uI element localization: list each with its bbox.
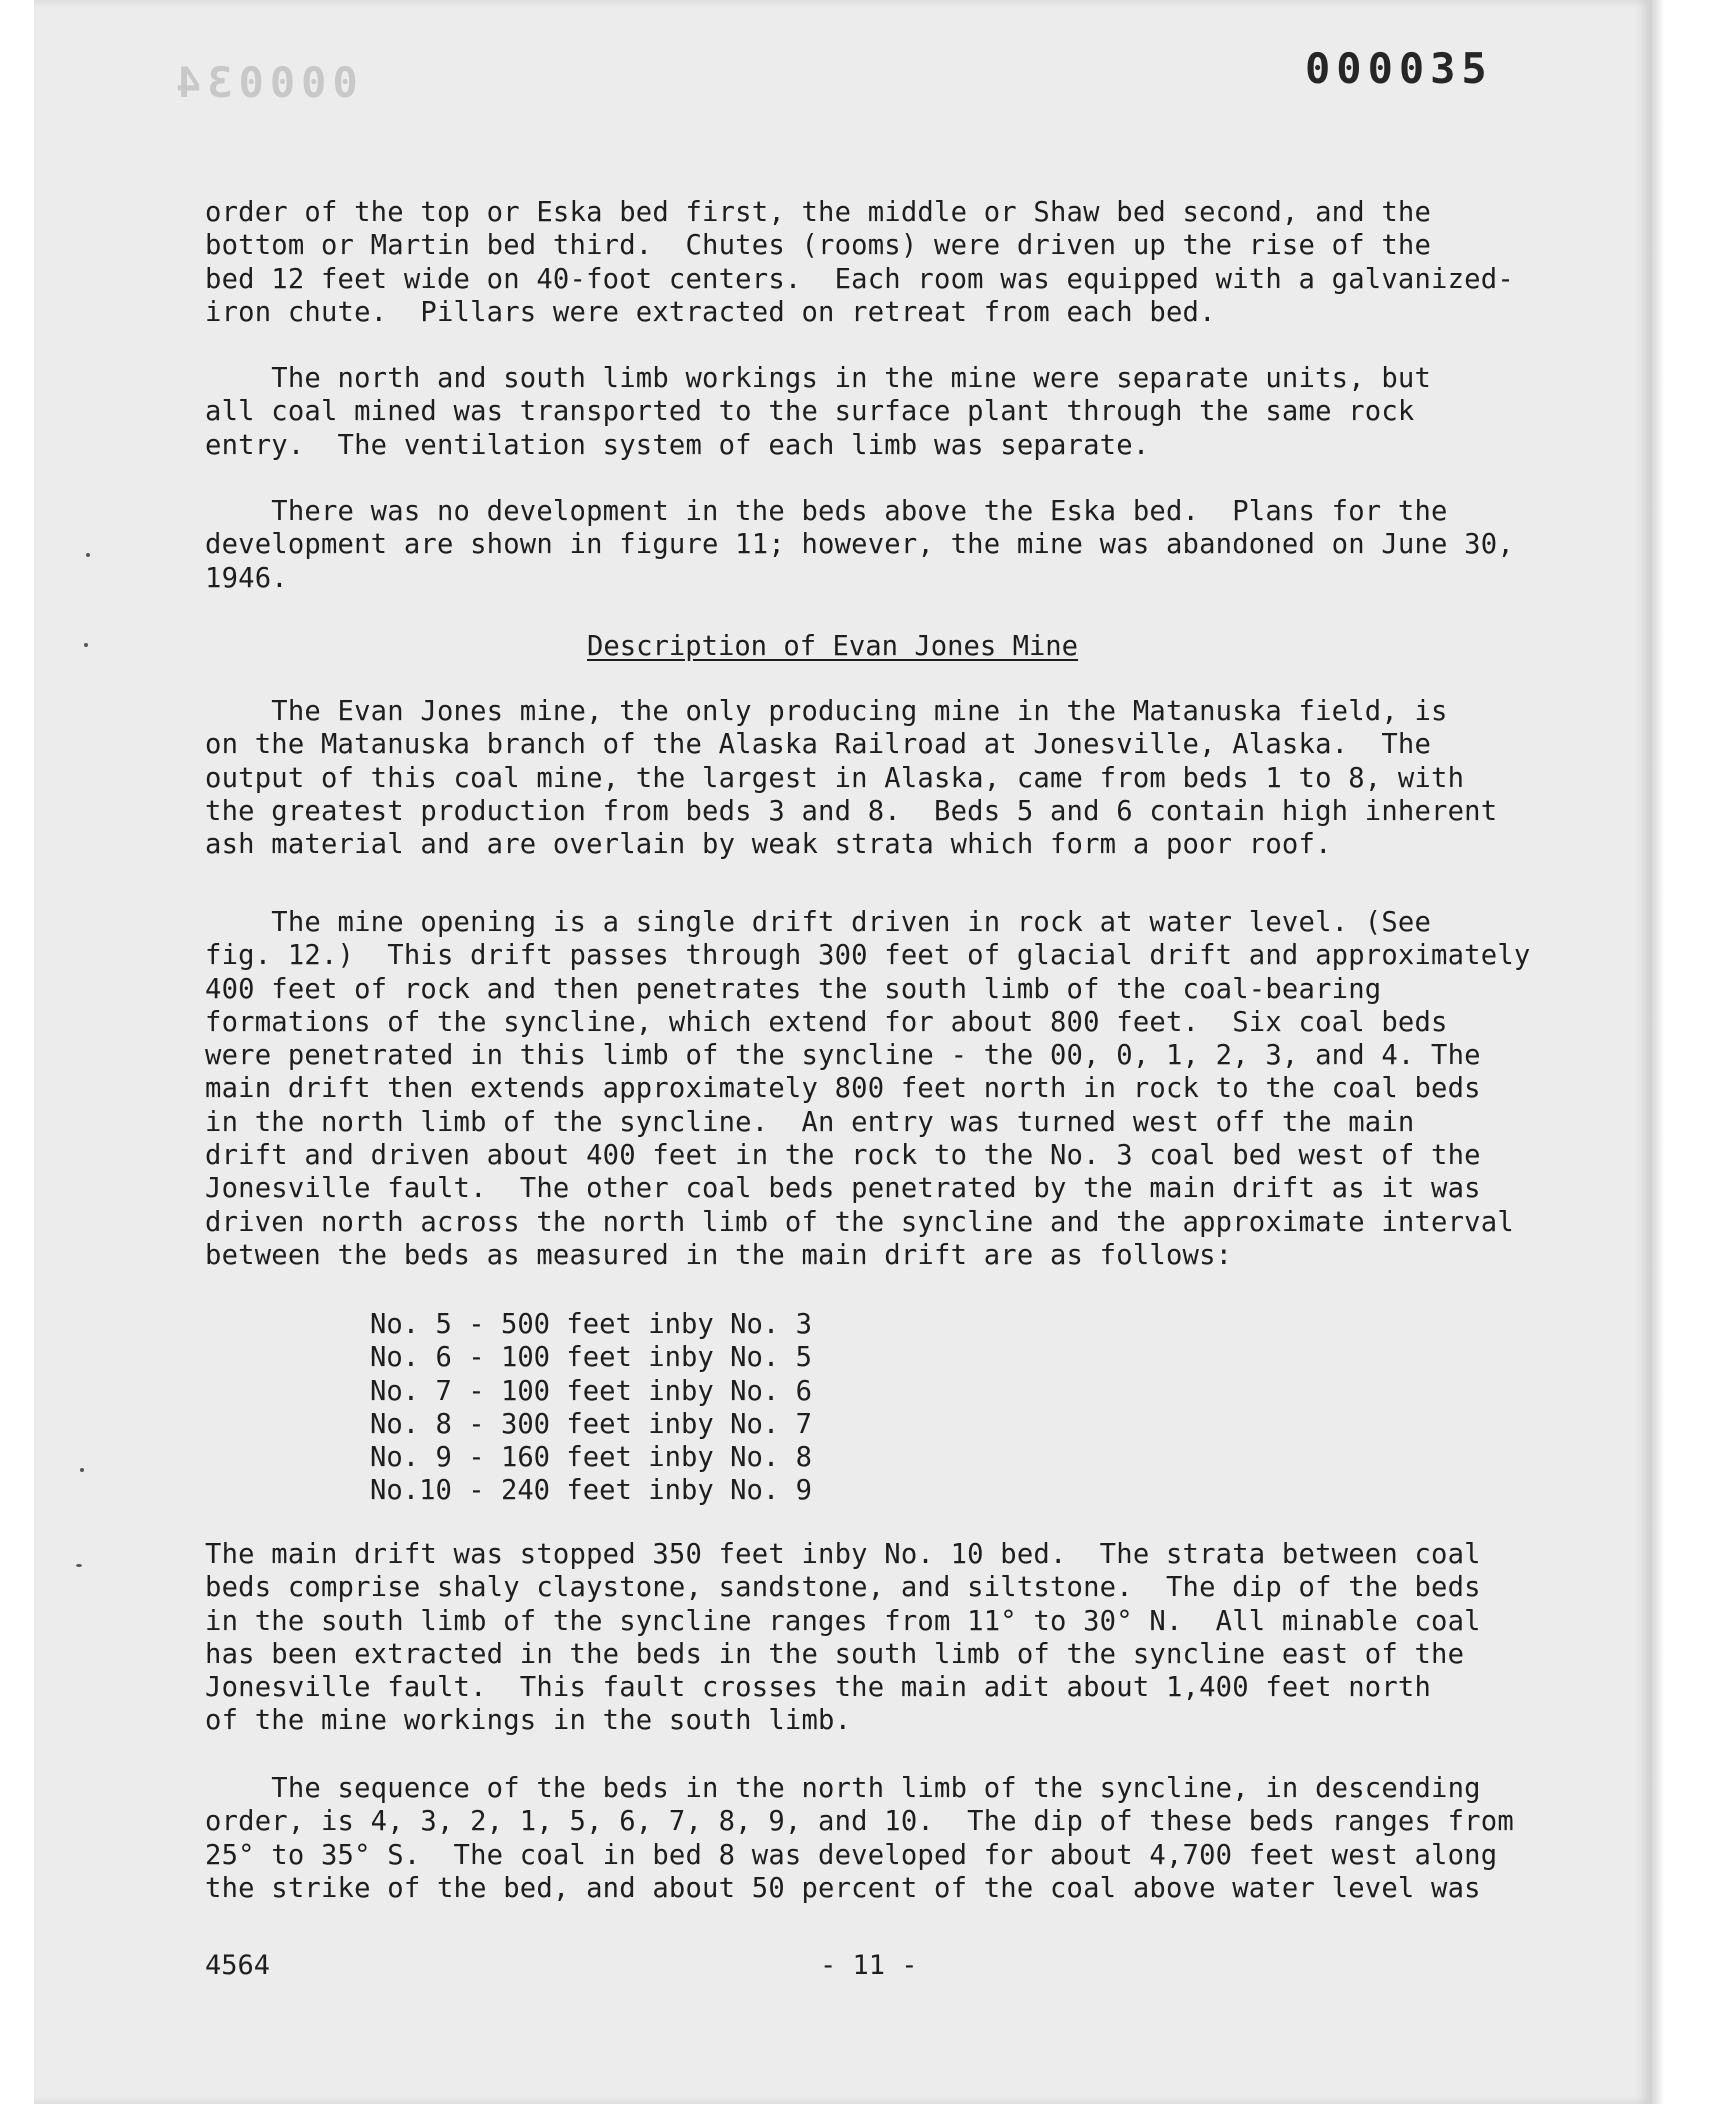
page-edge-shadow bbox=[1650, 0, 1664, 2104]
paragraph-evan-jones-intro: The Evan Jones mine, the only producing mine in the Matanuska field, is on the Matanuska branch of the Alaska Railroad at Jonesville, Alaska. The output of this coal mine, the largest in Alaska, came from beds 1 to 8, with the greatest production from beds 3 and 8. Beds 5 and 6 contain high inherent ash material and are overlain by weak strata which form a poor roof. bbox=[205, 696, 1498, 861]
paragraph-limb-workings: The north and south limb workings in the mine were separate units, but all coal mined was transported to the surface plant through the same rock entry. The ventilation system of each limb was separate. bbox=[205, 363, 1432, 461]
page-number: - 11 - bbox=[820, 1950, 918, 1981]
scan-speck bbox=[84, 643, 88, 647]
paragraph-development: There was no development in the beds above the Eska bed. Plans for the development are shown in figure 11; however, the mine was abandoned on June 30, 1946. bbox=[205, 496, 1514, 594]
list-item: No. 7 - 100 feet inby No. 6 bbox=[370, 1375, 812, 1407]
paragraph-bed-sequence: The sequence of the beds in the north limb of the syncline, in descending order, is 4, 3, 2, 1, 5, 6, 7, 8, 9, and 10. The dip of these beds ranges from 25° to 35° S. The coal in bed 8 was developed for about 4,700 feet west along the strike of the bed, and about 50 percent of the coal above water level was bbox=[205, 1773, 1514, 1904]
report-number: 4564 bbox=[205, 1950, 271, 1981]
bed-interval-list bbox=[370, 1308, 812, 1508]
list-item: No.10 - 240 feet inby No. 9 bbox=[370, 1475, 812, 1507]
list-item: No. 5 - 500 feet inby No. 3 bbox=[370, 1309, 812, 1340]
scan-speck bbox=[86, 553, 90, 557]
paragraph-mining-order: order of the top or Eska bed first, the middle or Shaw bed second, and the bottom or Martin bed third. Chutes (rooms) were driven up the rise of the bed 12 feet wide on 40-foot centers. Each room was equipped with a galvanized- iron chute. Pillars were extracted on retreat from each bed. bbox=[205, 197, 1514, 328]
section-heading: Description of Evan Jones Mine bbox=[587, 631, 1079, 662]
scan-speck bbox=[76, 1564, 82, 1567]
serial-number: 000035 bbox=[1305, 44, 1493, 93]
list-item: No. 9 - 160 feet inby No. 8 bbox=[370, 1442, 812, 1474]
serial-number-bleedthrough: 000034 bbox=[170, 58, 358, 107]
scan-speck bbox=[80, 1468, 84, 1472]
list-item: No. 8 - 300 feet inby No. 7 bbox=[370, 1408, 812, 1440]
paragraph-main-drift: The main drift was stopped 350 feet inby No. 10 bed. The strata between coal beds comprise shaly claystone, sandstone, and siltstone. The dip of the beds in the south limb of the syncline ranges from 11° to 30° N. All minable coal has been extracted in the beds in the south limb of the syncline east of the Jonesville fault. This fault crosses the main adit about 1,400 feet north of the mine workings in the south limb. bbox=[205, 1539, 1481, 1737]
paragraph-mine-opening: The mine opening is a single drift driven in rock at water level. (See fig. 12.) This drift passes through 300 feet of glacial drift and approximately 400 feet of rock and then penetrates the south limb of the coal-bearing formations of the syncline, which extend for about 800 feet. Six coal beds were penetrated in this limb of the syncline - the 00, 0, 1, 2, 3, and 4. The main drift then extends approximately 800 feet north in rock to the coal beds in the north limb of the syncline. An entry was turned west off the main drift and driven about 400 feet in the rock to the No. 3 coal bed west of the Jonesville fault. The other coal beds penetrated by the main drift as it was driven north across the north limb of the syncline and the approximate interval between the beds as measured in the main drift are as follows: bbox=[205, 907, 1531, 1271]
list-item: No. 6 - 100 feet inby No. 5 bbox=[370, 1342, 812, 1374]
